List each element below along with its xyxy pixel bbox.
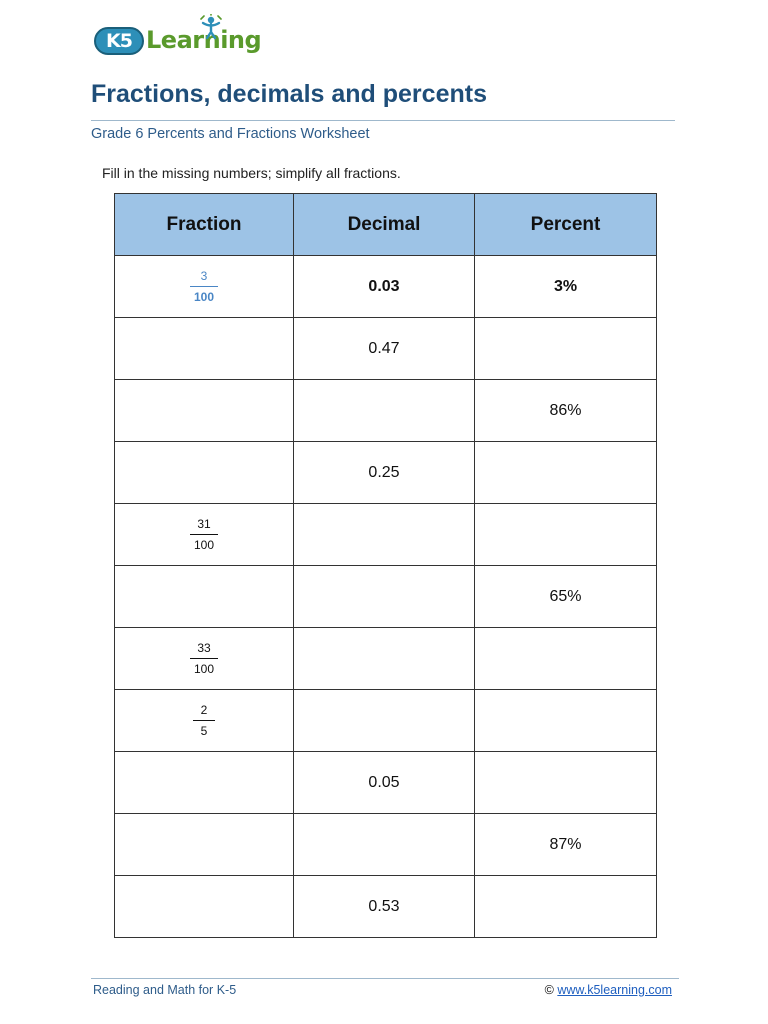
decimal-cell: 0.47 bbox=[294, 318, 475, 380]
table-row bbox=[115, 752, 657, 814]
table-row bbox=[115, 628, 657, 690]
fraction-cell bbox=[115, 690, 294, 752]
header-percent: Percent bbox=[475, 194, 657, 256]
table-row bbox=[115, 318, 657, 380]
fraction-cell[interactable] bbox=[115, 566, 294, 628]
fraction-numerator: 33 bbox=[197, 641, 211, 655]
table-row bbox=[115, 566, 657, 628]
table-header-row bbox=[115, 194, 657, 256]
footer-tagline: Reading and Math for K-5 bbox=[93, 983, 237, 997]
percent-cell[interactable] bbox=[475, 504, 657, 566]
fraction-value bbox=[190, 517, 218, 552]
fraction-cell bbox=[115, 504, 294, 566]
copyright-symbol: © bbox=[544, 983, 554, 997]
percent-cell[interactable] bbox=[475, 318, 657, 380]
table-row bbox=[115, 442, 657, 504]
fraction-cell[interactable] bbox=[115, 752, 294, 814]
logo-badge: K5 bbox=[94, 27, 144, 55]
header-fraction: Fraction bbox=[115, 194, 294, 256]
table-row bbox=[115, 876, 657, 938]
percent-cell[interactable] bbox=[475, 752, 657, 814]
fraction-bar bbox=[193, 720, 215, 721]
percent-cell: 3% bbox=[475, 256, 657, 318]
percent-cell[interactable] bbox=[475, 690, 657, 752]
conversion-table bbox=[114, 193, 657, 938]
page-title: Fractions, decimals and percents bbox=[91, 80, 487, 108]
fraction-cell[interactable] bbox=[115, 318, 294, 380]
fraction-cell[interactable] bbox=[115, 814, 294, 876]
fraction-denominator: 5 bbox=[200, 724, 208, 738]
footer-copyright bbox=[545, 983, 672, 997]
percent-cell: 65% bbox=[475, 566, 657, 628]
page-subtitle: Grade 6 Percents and Fractions Worksheet bbox=[91, 126, 370, 142]
percent-cell[interactable] bbox=[475, 442, 657, 504]
decimal-cell: 0.25 bbox=[294, 442, 475, 504]
fraction-denominator: 100 bbox=[193, 538, 215, 552]
decimal-cell: 0.03 bbox=[294, 256, 475, 318]
table-row bbox=[115, 380, 657, 442]
fraction-denominator: 100 bbox=[193, 290, 215, 304]
fraction-numerator: 2 bbox=[200, 703, 208, 717]
fraction-numerator: 3 bbox=[200, 269, 208, 283]
fraction-cell bbox=[115, 628, 294, 690]
percent-cell: 87% bbox=[475, 814, 657, 876]
percent-cell[interactable] bbox=[475, 628, 657, 690]
table-body bbox=[115, 256, 657, 938]
fraction-bar bbox=[190, 286, 218, 287]
table-row bbox=[115, 504, 657, 566]
title-divider bbox=[91, 120, 675, 121]
table-row bbox=[115, 690, 657, 752]
k5-learning-logo bbox=[94, 16, 262, 58]
decimal-cell: 0.53 bbox=[294, 876, 475, 938]
decimal-cell[interactable] bbox=[294, 566, 475, 628]
fraction-cell bbox=[115, 256, 294, 318]
fraction-cell[interactable] bbox=[115, 442, 294, 504]
header-decimal: Decimal bbox=[294, 194, 475, 256]
logo-figure-icon bbox=[198, 14, 224, 40]
percent-cell: 86% bbox=[475, 380, 657, 442]
fraction-cell[interactable] bbox=[115, 380, 294, 442]
table-row bbox=[115, 814, 657, 876]
decimal-cell[interactable] bbox=[294, 690, 475, 752]
decimal-cell[interactable] bbox=[294, 504, 475, 566]
table-row bbox=[115, 256, 657, 318]
fraction-value bbox=[190, 269, 218, 304]
decimal-cell[interactable] bbox=[294, 814, 475, 876]
k5learning-link[interactable]: www.k5learning.com bbox=[557, 983, 672, 997]
fraction-value bbox=[190, 641, 218, 676]
fraction-denominator: 100 bbox=[193, 662, 215, 676]
decimal-cell[interactable] bbox=[294, 628, 475, 690]
instructions-text: Fill in the missing numbers; simplify all fractions. bbox=[102, 165, 401, 181]
fraction-bar bbox=[190, 658, 218, 659]
fraction-numerator: 31 bbox=[197, 517, 211, 531]
fraction-bar bbox=[190, 534, 218, 535]
percent-cell[interactable] bbox=[475, 876, 657, 938]
fraction-value bbox=[193, 703, 215, 738]
decimal-cell[interactable] bbox=[294, 380, 475, 442]
footer-divider bbox=[91, 978, 679, 979]
logo-wordmark: Learning bbox=[146, 26, 262, 54]
decimal-cell: 0.05 bbox=[294, 752, 475, 814]
fraction-cell[interactable] bbox=[115, 876, 294, 938]
